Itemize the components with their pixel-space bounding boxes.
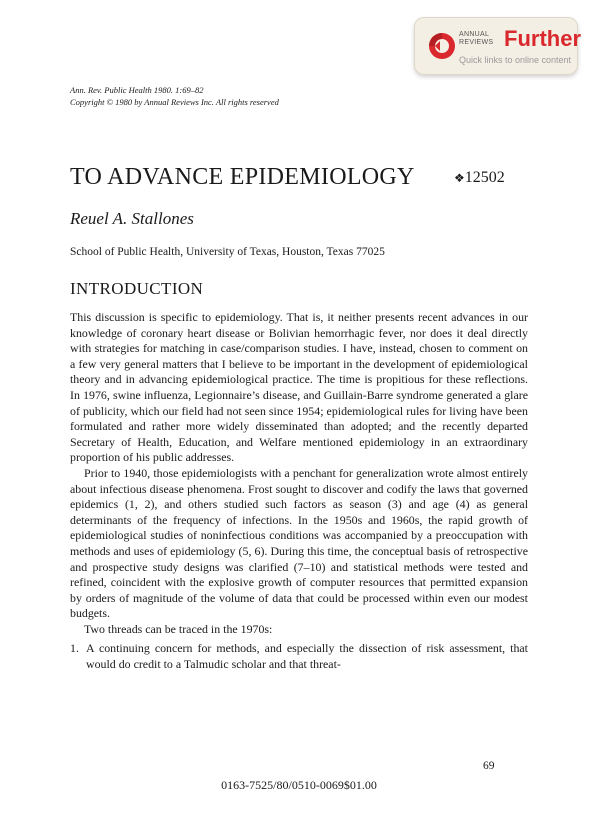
diamond-icon: ❖ xyxy=(454,171,465,185)
article-code-number: 12502 xyxy=(464,169,505,186)
annual-reviews-logo-icon xyxy=(427,31,457,61)
citation-copyright: Copyright © 1980 by Annual Reviews Inc. All rights reserved xyxy=(70,97,279,107)
article-code xyxy=(454,169,505,187)
badge-brand xyxy=(459,31,493,47)
badge-brand-line2: REVIEWS xyxy=(459,39,494,46)
paragraph-3: Two threads can be traced in the 1970s: xyxy=(84,621,273,636)
list-item-text: A continuing concern for methods, and especially the dissection of risk assessment, that would do credit to a Talmudic scholar and that threat- xyxy=(86,641,528,672)
annual-reviews-further-badge[interactable] xyxy=(414,17,581,75)
article-body xyxy=(70,310,528,673)
author-name: Reuel A. Stallones xyxy=(70,209,194,228)
article-title: TO ADVANCE EPIDEMIOLOGY xyxy=(70,164,415,190)
section-heading: INTRODUCTION xyxy=(70,279,204,298)
list-item xyxy=(70,641,528,672)
citation-journal: Ann. Rev. Public Health 1980. 1:69–82 xyxy=(70,85,204,95)
citation xyxy=(70,84,279,108)
paragraph-1: This discussion is specific to epidemiology. That is, it neither presents recent advances in our knowledge of coronary heart disease or Bolivian hemorrhagic fever, nor does it deal directly with strategies for matching in case/comparison studies. I have, instead, chosen to comment on a few very general matters that I believe to be important in the development of epidemiological theory and in advancing epidemiological practice. The time is propitious for these reflections. In 1976, swine influenza, Legionnaire’s disease, and Guillain-Barre syndrome generated a glare of publicity, which our field had not seen since 1954; epidemiological rules for living have been formulated and rather more widely disseminated than adopted; and the recently departed Secretary of Health, Education, and Welfare mentioned epidemiology in an extraordinary proportion of his public addresses. xyxy=(70,310,528,465)
page-number: 69 xyxy=(483,760,495,772)
list-item-number: 1. xyxy=(70,641,79,656)
badge-further-label: Further xyxy=(504,26,581,51)
footer-code: 0163-7525/80/0510-0069$01.00 xyxy=(221,778,377,792)
badge-brand-line1: ANNUAL xyxy=(459,31,490,38)
paragraph-2: Prior to 1940, those epidemiologists with a penchant for generalization wrote almost entirely about infectious disease phenomena. Frost sought to discover and codify the laws that governed epidemics (1, 2), and others studied such factors as season (3) and age (4) as general determinants of the frequency of infections. In the 1950s and 1960s, the rapid growth of epidemiological studies of noninfectious conditions was accompanied by a preoccupation with methods and uses of epidemiology (5, 6). During this time, the conceptual basis of retrospective and prospective study designs was clarified (7–10) and statistical methods were tested and refined, coincident with the explosive growth of computer resources that permitted expansion by orders of magnitude of the volume of data that could be processed within even our modest budgets. xyxy=(70,465,528,621)
badge-tagline: Quick links to online content xyxy=(459,55,572,65)
thread-list xyxy=(70,641,528,672)
author-affiliation: School of Public Health, University of Texas, Houston, Texas 77025 xyxy=(70,246,385,258)
